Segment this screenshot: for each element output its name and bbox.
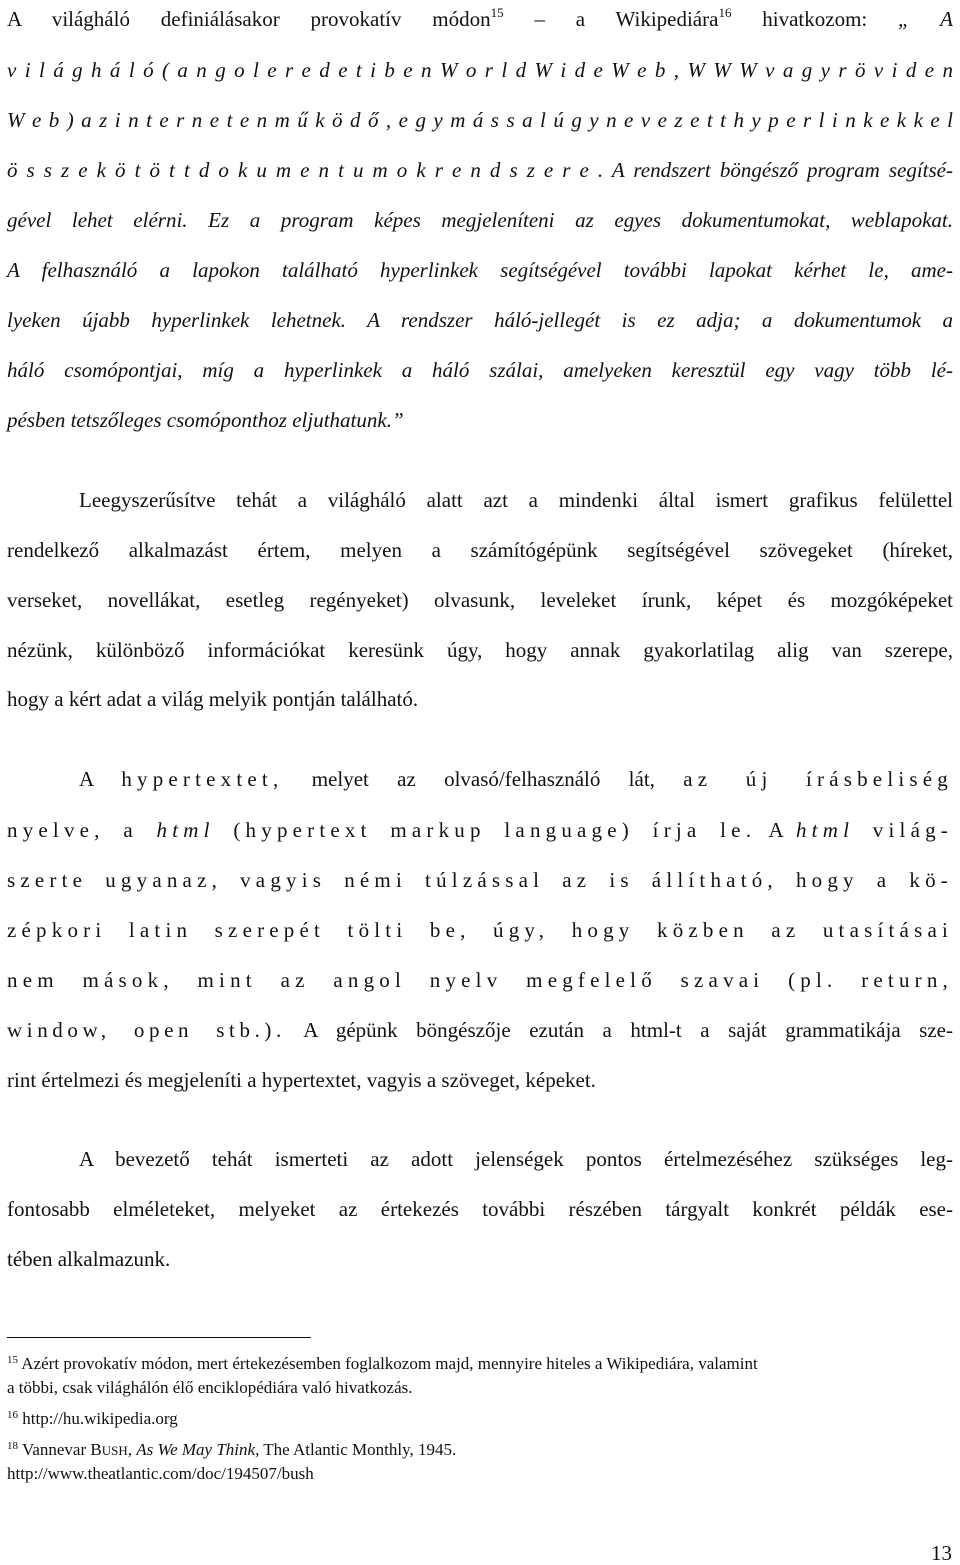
paragraph-3-line-1 bbox=[79, 764, 953, 794]
paragraph-2-line-1: Leegyszerűsítve tehát a világháló alatt azt a mindenki által ismert grafikus felülettel bbox=[79, 488, 953, 512]
paragraph-1-line-9: pésben tetszőleges csomóponthoz eljuthatunk.” bbox=[7, 408, 404, 432]
footnote-18-link[interactable]: http://www.theatlantic.com/doc/194507/bush bbox=[7, 1464, 314, 1483]
text-run: , bbox=[127, 1440, 137, 1459]
footnote-16-link[interactable]: http://hu.wikipedia.org bbox=[18, 1409, 178, 1428]
text-run: A bbox=[79, 767, 94, 791]
footnote-number: 16 bbox=[7, 1409, 18, 1421]
text-run: A rendszert böngésző program segítsé- bbox=[603, 158, 953, 182]
paragraph-4-line-3: tében alkalmazunk. bbox=[7, 1247, 171, 1271]
paragraph-1-line-5: gével lehet elérni. Ez a program képes megjeleníteni az egyes dokumentumokat, weblapokat. bbox=[7, 208, 953, 232]
footnote-16 bbox=[7, 1407, 953, 1431]
text-run: Azért provokatív módon, mert értekezésemben foglalkozom majd, mennyire hiteles a Wikipediára, valamint bbox=[18, 1354, 758, 1373]
text-run: hypertextet, bbox=[121, 767, 284, 791]
paragraph-1-line-6: A felhasználó a lapokon található hyperlinkek segítségével további lapokat kérhet le, ame- bbox=[7, 258, 953, 282]
paragraph-1-line-3: W e b ) a z i n t e r n e t e n m ű k ö d ő , e g y m á s s a l ú g y n e v e z e t t h y p e r l i n k e k k e l bbox=[7, 108, 953, 132]
text-run: A gépünk böngészője ezután a html-t a saját grammatikája sze- bbox=[285, 1018, 953, 1042]
paragraph-1-line-8: háló csomópontjai, míg a hyperlinkek a háló szálai, amelyeken keresztül egy vagy több lé- bbox=[7, 358, 953, 382]
text-run: hivatkozom: bbox=[731, 7, 899, 31]
paragraph-1-line-2: v i l á g h á l ó ( a n g o l e r e d e t i b e n W o r l d W i d e W e b , W W W v a g y r ö v i d e n bbox=[7, 58, 953, 82]
page-number: 13 bbox=[931, 1541, 952, 1565]
paragraph-4-line-2: fontosabb elméleteket, melyeket az értekezés további részében tárgyalt konkrét példák ese- bbox=[7, 1197, 953, 1221]
paragraph-3-line-7: rint értelmezi és megjeleníti a hypertextet, vagyis a szöveget, képeket. bbox=[7, 1068, 596, 1092]
paragraph-1-line-7: lyeken újabb hyperlinkek lehetnek. A rendszer háló-jellegét is ez adja; a dokumentumok a bbox=[7, 308, 953, 332]
footnote-separator bbox=[7, 1337, 311, 1338]
text-run: – a Wikipediára bbox=[503, 7, 719, 31]
text-run: melyet az olvasó/felhasználó lát, bbox=[311, 767, 655, 791]
footnote-ref-15[interactable]: 15 bbox=[490, 5, 504, 20]
paragraph-2-line-5: hogy a kért adat a világ melyik pontján található. bbox=[7, 687, 419, 711]
text-run: az új írásbeliség bbox=[683, 767, 953, 791]
text-run: A bbox=[756, 818, 796, 842]
paragraph-3-line-6 bbox=[7, 1015, 953, 1045]
text-run: ö s s z e k ö t ö t t d o k u m e n t u m o k r e n d s z e r e . bbox=[7, 158, 604, 182]
paragraph-2-line-3: verseket, novellákat, esetleg regényeket) olvasunk, leveleket írunk, képet és mozgóképeket bbox=[7, 588, 953, 612]
paragraph-3-line-5: nem mások, mint az angol nyelv megfelelő szavai (pl. return, bbox=[7, 968, 953, 992]
text-run: The Atlantic Monthly, 1945. bbox=[259, 1440, 457, 1459]
paragraph-2-line-2: rendelkező alkalmazást értem, melyen a számítógépünk segítségével szövegeket (híreket, bbox=[7, 538, 953, 562]
footnote-ref-16[interactable]: 16 bbox=[718, 5, 732, 20]
paragraph-3-line-2 bbox=[7, 815, 953, 845]
text-run: USH bbox=[101, 1443, 128, 1458]
text-run: világ- bbox=[854, 818, 953, 842]
footnote-18-line-1 bbox=[7, 1438, 953, 1463]
paragraph-1-line-4 bbox=[7, 155, 953, 185]
paragraph-3-line-4: zépkori latin szerepét tölti be, úgy, hogy közben az utasításai bbox=[7, 918, 953, 942]
footnote-number: 15 bbox=[7, 1354, 18, 1366]
text-run: html bbox=[795, 818, 855, 842]
text-run: window, open stb.). bbox=[7, 1018, 286, 1042]
footnote-number: 18 bbox=[7, 1440, 18, 1452]
footnote-15-line-1 bbox=[7, 1352, 953, 1376]
text-run: nyelve, a bbox=[7, 818, 157, 842]
text-run: A világháló definiálásakor provokatív módon bbox=[7, 7, 491, 31]
paragraph-4-line-1: A bevezető tehát ismerteti az adott jelenségek pontos értelmezéséhez szükséges leg- bbox=[79, 1147, 953, 1171]
footnote-15-line-2: a többi, csak világhálón élő enciklopédiára való hivatkozás. bbox=[7, 1378, 413, 1397]
paragraph-1-line-1 bbox=[7, 4, 953, 34]
text-run: As We May Think, bbox=[136, 1440, 260, 1459]
text-run: html bbox=[156, 818, 215, 842]
paragraph-2-line-4: nézünk, különböző információkat keresünk úgy, hogy annak gyakorlatilag alig van szerepe, bbox=[7, 638, 953, 662]
text-run: Vannevar B bbox=[18, 1440, 102, 1459]
paragraph-3-line-3: szerte ugyanaz, vagyis némi túlzással az is állítható, hogy a kö- bbox=[7, 868, 953, 892]
text-run: (hypertext markup language) írja le. bbox=[214, 818, 757, 842]
text-run: „ A bbox=[898, 7, 953, 31]
